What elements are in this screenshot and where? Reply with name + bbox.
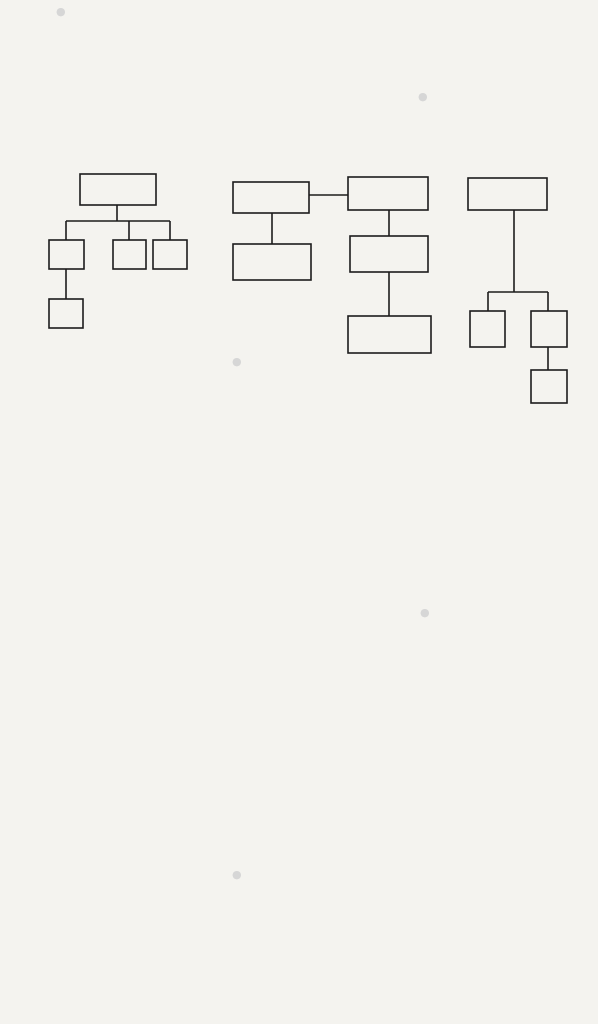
- watermark-logo: [232, 355, 245, 368]
- watermark-logo: [420, 606, 433, 619]
- scheme3-box-right: [531, 311, 567, 347]
- scheme3-main-box: [468, 178, 547, 210]
- scheme2-box-right: [348, 177, 428, 210]
- scheme1-box-d: [49, 299, 83, 328]
- scheme1-main-box: [80, 174, 156, 205]
- scheme1-box-a: [49, 240, 84, 269]
- sentence-schemes-diagram: [0, 160, 598, 405]
- scheme1-box-b: [113, 240, 146, 269]
- watermark-logo: [232, 868, 245, 881]
- watermark-logo: [56, 5, 69, 18]
- scheme2-box-lower-left: [233, 244, 311, 280]
- scheme2-box-bottom: [348, 316, 431, 353]
- watermark-logo: [418, 90, 431, 103]
- scheme3-box-bottom: [531, 370, 567, 403]
- scheme2-box-middle: [350, 236, 428, 272]
- scheme3-box-left: [470, 311, 505, 347]
- scheme2-box-left: [233, 182, 309, 213]
- scheme1-box-c: [153, 240, 187, 269]
